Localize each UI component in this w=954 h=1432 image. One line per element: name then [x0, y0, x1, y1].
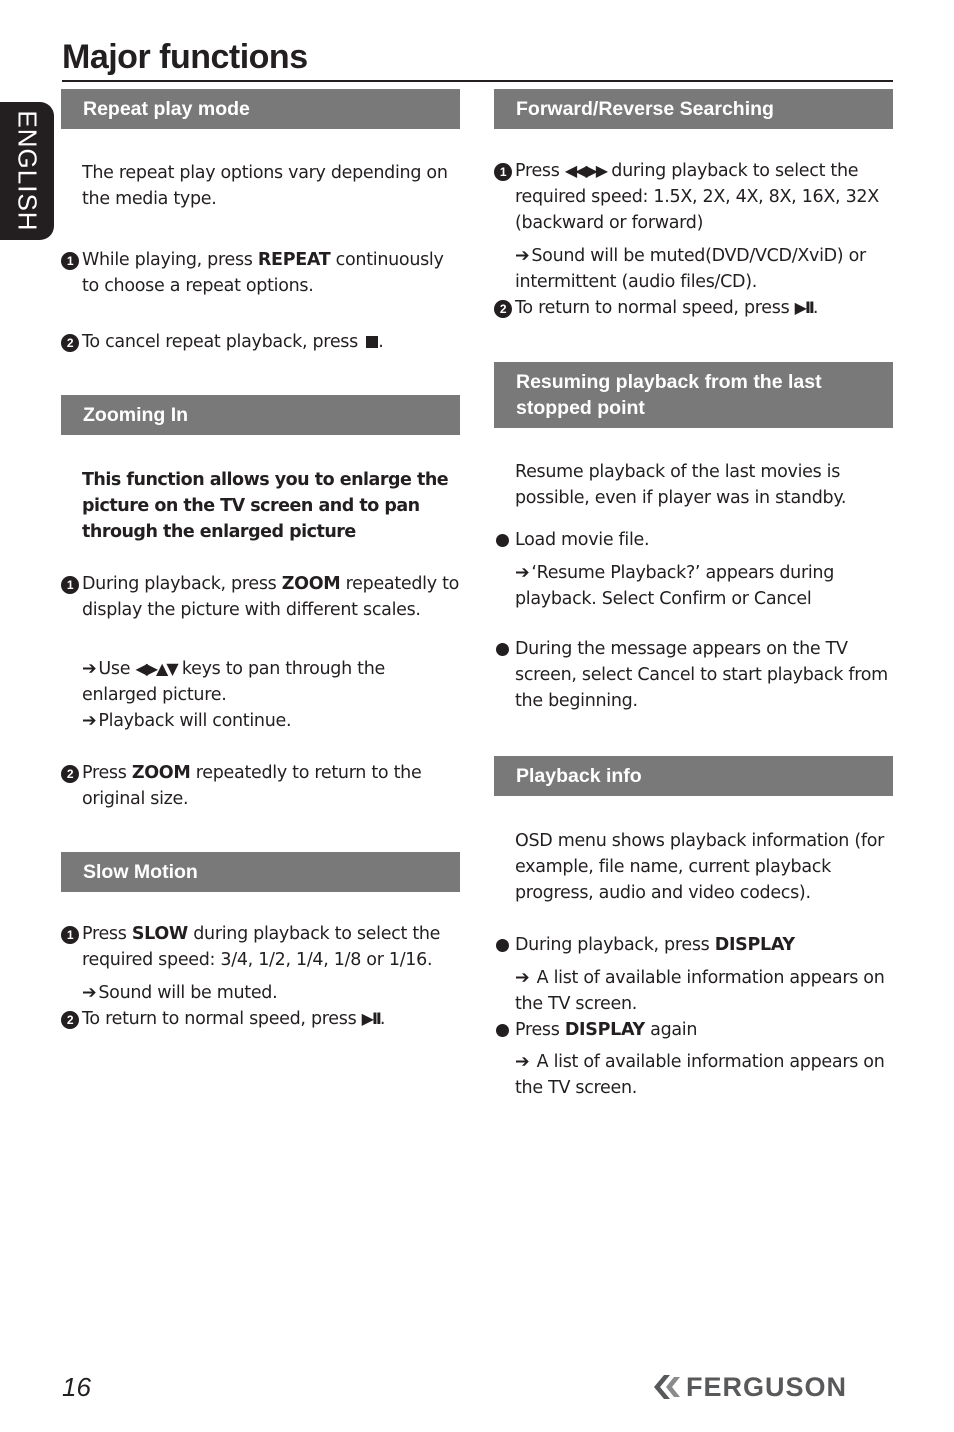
- repeat-step-2: 2 To cancel repeat playback, press .: [61, 329, 460, 355]
- language-tab: [0, 102, 54, 240]
- repeat-section: [61, 89, 460, 352]
- search-step-1: 1 Press ◀◀▶▶ during playback to select the required speed: 1.5X, 2X, 4X, 8X, 16X, 32X (backward or forward): [494, 158, 893, 236]
- zoom-section: [61, 395, 460, 809]
- arrow-icon: ➔: [82, 983, 97, 1003]
- slow-heading: Slow Motion: [61, 852, 460, 892]
- zoom-key: ZOOM: [281, 574, 341, 594]
- rewind-forward-icon: ◀◀▶▶: [564, 161, 607, 180]
- repeat-heading: Repeat play mode: [61, 89, 460, 129]
- step-number-1-icon: 1: [494, 163, 512, 181]
- slow-key: SLOW: [131, 924, 188, 944]
- bullet-icon: [496, 643, 509, 656]
- stop-icon: [366, 336, 378, 348]
- info-heading: Playback info: [494, 756, 893, 796]
- ferguson-logo-text: FERGUSON: [686, 1371, 848, 1402]
- step-number-2-icon: 2: [494, 300, 512, 318]
- search-step-2: 2 To return to normal speed, press ▶II.: [494, 295, 893, 321]
- step-number-2-icon: 2: [61, 334, 79, 352]
- display-key: DISPLAY: [714, 935, 795, 955]
- slow-note-1: ➔ Sound will be muted.: [82, 983, 278, 1003]
- bullet-icon: [496, 534, 509, 547]
- zoom-heading: Zooming In: [61, 395, 460, 435]
- play-pause-icon: ▶II: [361, 1009, 380, 1028]
- zoom-note-1: ➔ Use ◀▶▲▼ keys to pan through the enlarged picture.: [82, 659, 385, 705]
- arrow-icon: ➔: [515, 1052, 530, 1072]
- search-note-1: ➔ Sound will be muted(DVD/VCD/XviD) or intermittent (audio files/CD).: [515, 246, 866, 292]
- repeat-intro: The repeat play options vary depending on the media type.: [82, 163, 448, 209]
- repeat-step-1: 1 While playing, press REPEAT continuously to choose a repeat options.: [61, 247, 460, 299]
- resume-note-1: ➔ ‘Resume Playback?’ appears during playback. Select Confirm or Cancel: [515, 563, 835, 609]
- resume-bullet-1: Load movie file.: [494, 527, 893, 553]
- slow-step-1: 1 Press SLOW during playback to select the required speed: 3/4, 1/2, 1/4, 1/8 or 1/16.: [61, 921, 460, 973]
- step-number-1-icon: 1: [61, 252, 79, 270]
- info-section: [494, 756, 893, 1098]
- direction-keys-icon: ◀▶▲▼: [135, 659, 177, 678]
- language-tab-label: ENGLISH: [12, 110, 43, 232]
- zoom-intro: This function allows you to enlarge the picture on the TV screen and to pan through the enlarged picture: [82, 470, 449, 542]
- info-bullet-2: Press DISPLAY again: [494, 1017, 893, 1043]
- resume-bullet-2: During the message appears on the TV screen, select Cancel to start playback from the beginning.: [494, 636, 893, 714]
- arrow-icon: ➔: [515, 563, 530, 583]
- arrow-icon: ➔: [82, 711, 97, 731]
- arrow-icon: ➔: [515, 968, 530, 988]
- zoom-key: ZOOM: [131, 763, 191, 783]
- title-rule: [62, 80, 893, 82]
- step-number-1-icon: 1: [61, 576, 79, 594]
- page-number: 16: [62, 1372, 91, 1402]
- repeat-key: REPEAT: [257, 250, 331, 270]
- arrow-icon: ➔: [515, 246, 530, 266]
- info-bullet-1: During playback, press DISPLAY: [494, 932, 893, 958]
- step-number-2-icon: 2: [61, 765, 79, 783]
- zoom-step-1: 1 During playback, press ZOOM repeatedly to display the picture with different scales.: [61, 571, 460, 623]
- info-note-2: ➔ A list of available information appears on the TV screen.: [515, 1052, 885, 1098]
- resume-intro: Resume playback of the last movies is possible, even if player was in standby.: [515, 462, 847, 508]
- step-number-2-icon: 2: [61, 1011, 79, 1029]
- step-number-1-icon: 1: [61, 926, 79, 944]
- ferguson-logo: [646, 1370, 847, 1404]
- zoom-step-2: 2 Press ZOOM repeatedly to return to the original size.: [61, 760, 460, 812]
- page-title: Major functions: [62, 38, 308, 76]
- search-section: [494, 89, 893, 318]
- arrow-icon: ➔: [82, 659, 97, 679]
- display-key: DISPLAY: [564, 1020, 645, 1040]
- search-heading: Forward/Reverse Searching: [494, 89, 893, 129]
- slow-step-2: 2 To return to normal speed, press ▶II.: [61, 1006, 460, 1032]
- zoom-note-2: ➔ Playback will continue.: [82, 711, 292, 731]
- resume-heading: Resuming playback from the last stopped point: [494, 362, 893, 428]
- bullet-icon: [496, 939, 509, 952]
- ferguson-logo-icon: [646, 1372, 682, 1402]
- info-intro: OSD menu shows playback information (for example, file name, current playback progress, audio and video codecs).: [515, 831, 885, 903]
- bullet-icon: [496, 1024, 509, 1037]
- play-pause-icon: ▶II: [794, 298, 813, 317]
- slow-section: [61, 852, 460, 1029]
- resume-section: [494, 362, 893, 711]
- info-note-1: ➔ A list of available information appears on the TV screen.: [515, 968, 885, 1014]
